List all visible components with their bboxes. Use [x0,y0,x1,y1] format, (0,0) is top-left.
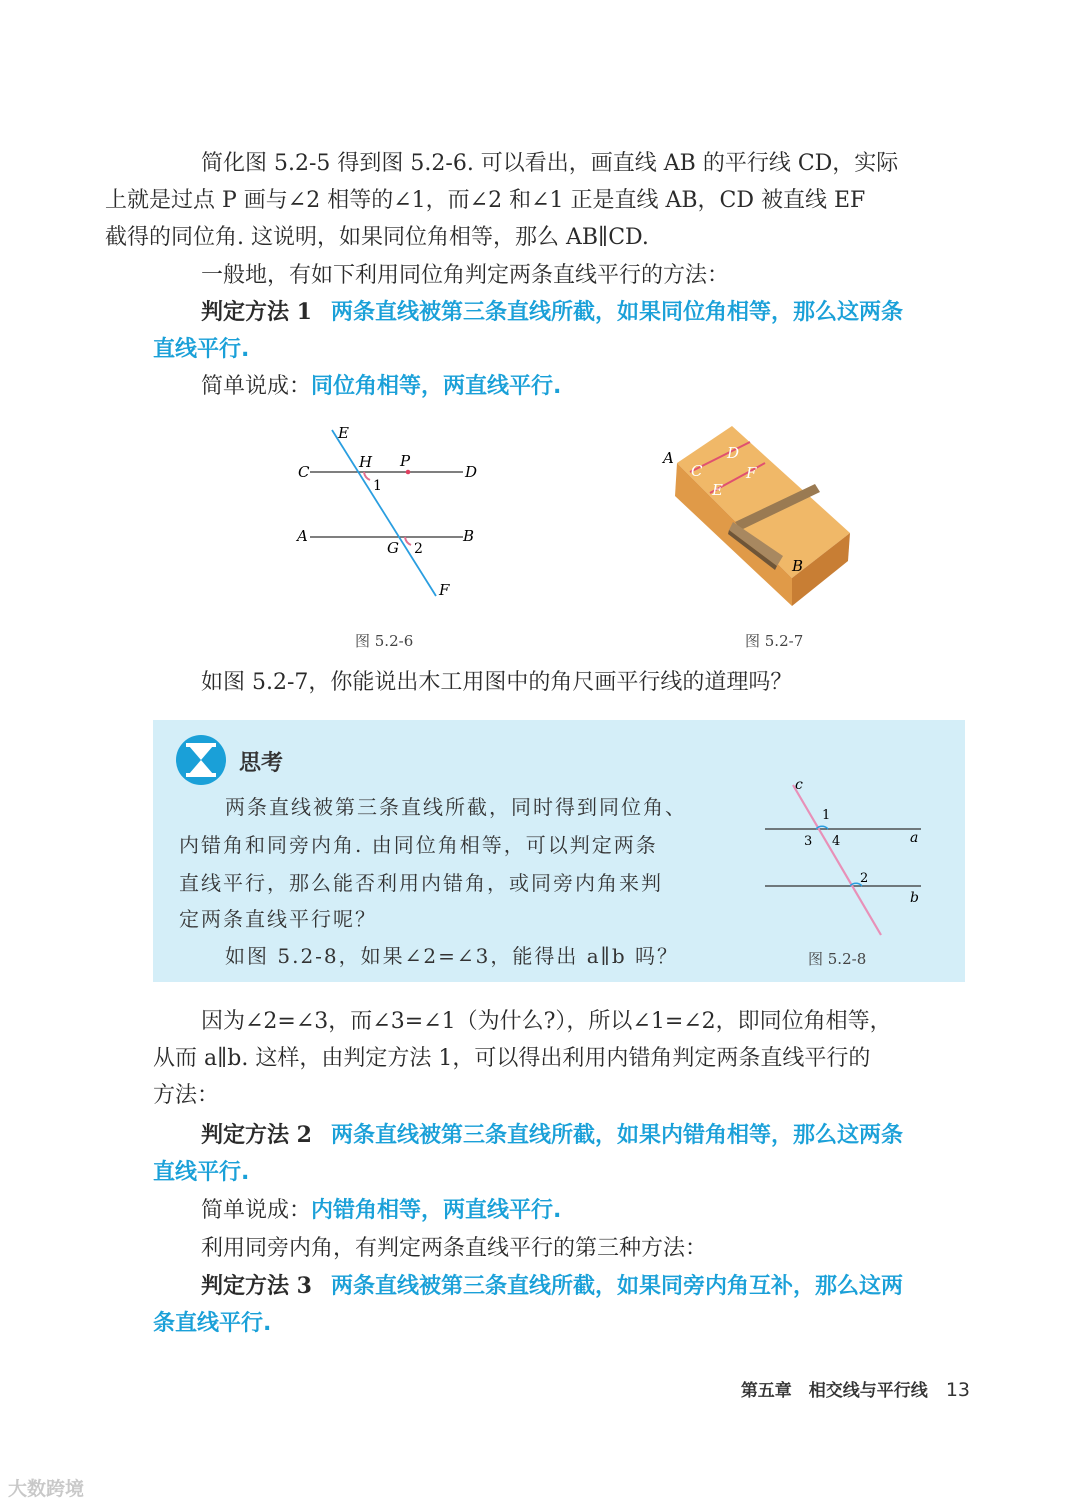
paragraph-general: 一般地，有如下利用同位角判定两条直线平行的方法： [201,263,730,288]
method-2-text-1: 两条直线被第三条直线所截，如果内错角相等，那么这两条 [330,1123,903,1148]
watermark: 大数跨境 [8,1478,85,1500]
label-F: F [439,581,450,599]
paragraph-intro [105,145,968,256]
question-paragraph: 如图 5.2-7，你能说出木工用图中的角尺画平行线的道理吗？ [201,670,793,695]
method-1-label: 判定方法 1 [201,299,312,325]
simple-statement-1 [153,368,968,405]
label-P: P [400,452,411,470]
figure-5-2-7 [655,418,865,613]
paragraph-reasoning [153,1003,968,1114]
label-E: E [712,481,723,499]
reasoning-line-1: 因为∠2=∠3，而∠3=∠1（为什么?），所以∠1=∠2，即同位角相等， [201,1009,892,1034]
think-hourglass-icon [175,734,227,786]
method-1-text-1: 两条直线被第三条直线所截，如果同位角相等，那么这两条 [330,300,903,325]
think-title: 思考 [239,751,284,776]
method-1-text-2: 直线平行. [153,337,250,362]
label-b: b [910,890,919,906]
method-3-label: 判定方法 3 [201,1273,312,1299]
label-B: B [792,557,804,575]
figure-5-2-6 [280,420,500,605]
method-3-text-1: 两条直线被第三条直线所截，如果同旁内角互补，那么这两 [330,1274,903,1299]
chapter-title: 第五章 相交线与平行线 [740,1381,928,1401]
label-angle-1: 1 [373,478,382,494]
label-a: a [910,830,919,846]
label-H: H [359,453,373,471]
think-line-1: 两条直线被第三条直线所截，同时得到同位角、 [225,795,687,819]
simple-1-text: 同位角相等，两直线平行. [311,374,562,399]
figure-5-2-6-caption: 图 5.2-6 [355,632,414,650]
intro-line-3: 截得的同位角. 这说明，如果同位角相等，那么 AB∥CD. [105,225,649,250]
think-line-4: 定两条直线平行呢？ [179,907,377,931]
label-D: D [465,463,478,481]
label-C: C [298,463,310,481]
intro-line-2: 上就是过点 P 画与∠2 相等的∠1，而∠2 和∠1 正是直线 AB，CD 被直线 EF [105,188,866,213]
simple-1-prefix: 简单说成： [201,374,312,399]
intro-line-1: 简化图 5.2-5 得到图 5.2-6. 可以看出，画直线 AB 的平行线 CD，实际 [201,151,899,176]
simple-statement-2 [153,1192,968,1229]
method-2 [153,1117,968,1191]
label-D: D [727,444,740,462]
simple-2-prefix: 简单说成： [201,1198,312,1223]
method-1 [153,294,968,368]
think-box [153,720,965,982]
page-footer [741,1376,970,1401]
label-A: A [663,449,674,467]
method-2-text-2: 直线平行. [153,1160,250,1185]
think-line-2: 内错角和同旁内角. 由同位角相等，可以判定两条 [179,833,658,857]
reasoning-line-3: 方法： [153,1083,220,1108]
label-angle-1: 1 [822,808,831,823]
label-angle-2: 2 [860,871,869,886]
page-number: 13 [945,1379,970,1401]
label-C: C [691,462,703,480]
label-F: F [746,464,757,482]
method-3 [153,1268,968,1342]
label-E: E [338,424,349,442]
method-2-label: 判定方法 2 [201,1122,312,1148]
label-angle-4: 4 [832,834,841,849]
figure-5-2-8-caption: 图 5.2-8 [808,950,867,968]
label-c: c [795,777,803,793]
label-B: B [463,527,475,545]
think-line-5: 如图 5.2-8，如果∠2=∠3，能得出 a∥b 吗？ [225,944,680,968]
figure-5-2-8 [753,775,928,940]
reasoning-line-2: 从而 a∥b. 这样，由判定方法 1，可以得出利用内错角判定两条直线平行的 [153,1046,871,1071]
label-angle-2: 2 [414,541,423,557]
label-G: G [387,539,399,557]
label-A: A [297,527,308,545]
label-angle-3: 3 [804,834,813,849]
think-line-3: 直线平行，那么能否利用内错角，或同旁内角来判 [179,871,663,895]
simple-2-text: 内错角相等，两直线平行. [311,1198,562,1223]
paragraph-third-method: 利用同旁内角，有判定两条直线平行的第三种方法： [201,1236,708,1261]
figure-5-2-7-caption: 图 5.2-7 [745,632,804,650]
method-3-text-2: 条直线平行. [153,1311,272,1336]
